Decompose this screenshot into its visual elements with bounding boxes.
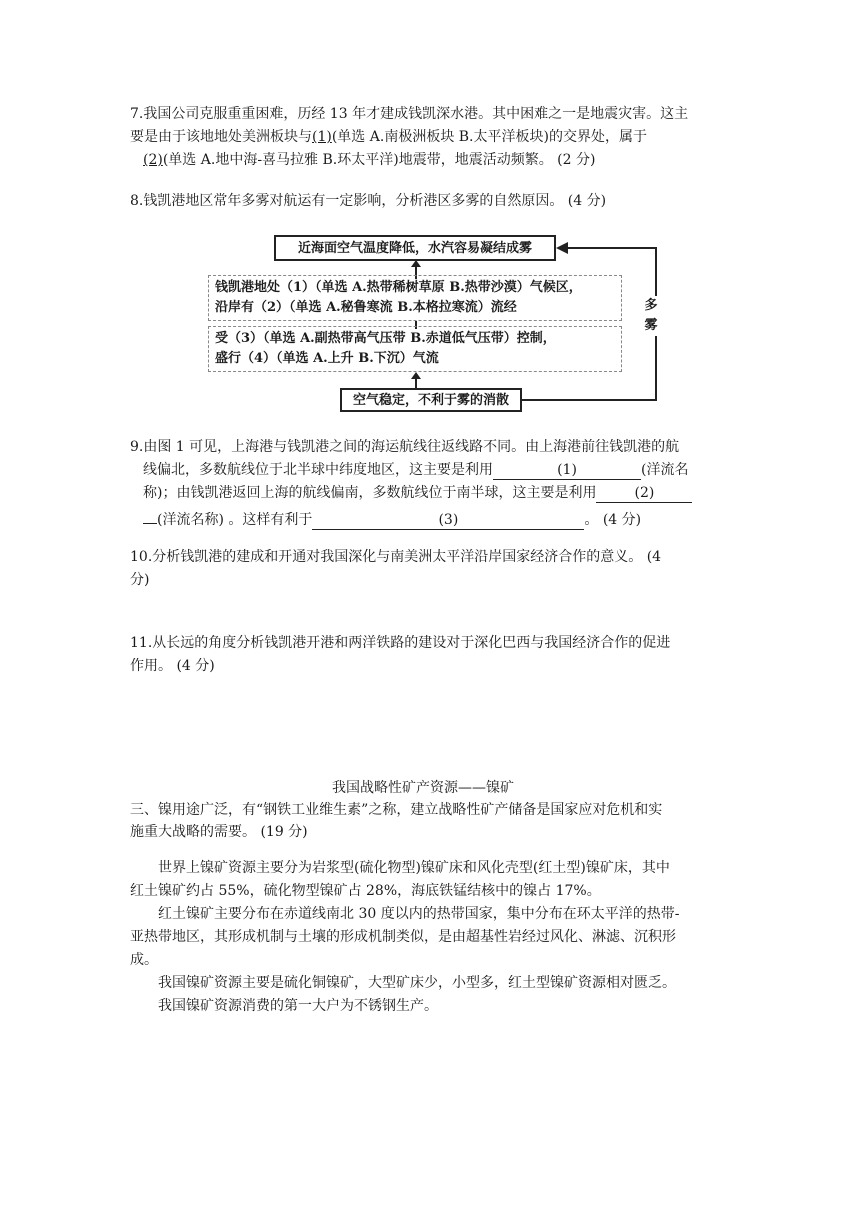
q9-line-2 [143, 459, 688, 481]
section-intro-1: 三、镍用途广泛，有“钢铁工业维生素”之称，建立战略性矿产储备是国家应对危机和实 [130, 802, 663, 818]
q10-line-2: 分) [130, 572, 150, 588]
q11-line-2: 作用。 (4 分) [130, 658, 215, 674]
diagram-box2-line2: 盛行（4）（单选 A.上升 B.下沉）气流 [215, 351, 439, 366]
q9-blank-3[interactable]: (3) [312, 511, 584, 530]
section-intro-2: 施重大战略的需要。 (19 分) [130, 824, 308, 840]
q9-line-4 [143, 505, 641, 531]
diagram-top-box: 近海面空气温度降低，水汽容易凝结成雾 [274, 235, 556, 261]
q9-line-3 [143, 482, 692, 504]
q11-line-1: 11.从长远的角度分析钱凯港开港和两洋铁路的建设对于深化巴西与我国经济合作的促进 [130, 635, 671, 651]
q9-text-d: (洋流名称) 。这样有利于 [157, 512, 313, 528]
q7-blank-2: (2) [143, 152, 163, 168]
q9-blank-1[interactable]: (1) [493, 461, 641, 480]
para3: 我国镍矿资源主要是硫化铜镍矿，大型矿床少，小型多，红土型镍矿资源相对匮乏。 [158, 975, 676, 991]
q7-line-1: 7.我国公司克服重重困难，历经 13 年才建成钱凯深水港。其中困难之一是地震灾害。这主 [130, 106, 689, 122]
para4: 我国镍矿资源消费的第一大户为不锈钢生产。 [158, 998, 438, 1014]
para1-line2: 红土镍矿约占 55%，硫化物型镍矿占 28%，海底铁锰结核中的镍占 17%。 [130, 883, 601, 899]
section-title: 我国战略性矿产资源——镍矿 [332, 780, 514, 796]
para1-line1: 世界上镍矿资源主要分为岩浆型(硫化物型)镍矿床和风化壳型(红土型)镍矿床，其中 [158, 860, 670, 876]
diagram-box2-line1: 受（3）（单选 A.副热带高气压带 B.赤道低气压带）控制， [215, 331, 556, 346]
q9-text-c: 称)；由钱凯港返回上海的航线偏南，多数航线位于南半球，这主要是利用 [143, 485, 597, 501]
diagram-box1-line1: 钱凯港地处（1）（单选 A.热带稀树草原 B.热带沙漠）气候区， [215, 280, 582, 295]
q9-blank-2[interactable]: (2) [596, 484, 692, 503]
q7-text-c: (单选 A.地中海-喜马拉雅 B.环太平洋)地震带，地震活动频繁。 (2 分) [162, 152, 596, 168]
diagram-side-label [642, 296, 660, 336]
para2-line1: 红土镍矿主要分布在赤道线南北 30 度以内的热带国家，集中分布在环太平洋的热带- [158, 906, 680, 922]
q10-line-1: 10.分析钱凯港的建成和开通对我国深化与南美洲太平洋沿岸国家经济合作的意义。 (4 [130, 549, 662, 565]
diagram-box1-line2: 沿岸有（2）（单选 A.秘鲁寒流 B.本格拉寒流）流经 [215, 300, 517, 315]
para2-line2: 亚热带地区，其形成机制与土壤的形成机制类似，是由超基性岩经过风化、淋滤、沉积形 [130, 929, 676, 945]
q7-blank-1: (1) [312, 129, 332, 145]
q8-text: 8.钱凯港地区常年多雾对航运有一定影响，分析港区多雾的自然原因。 (4 分) [130, 193, 607, 209]
q9-text-e: 。 (4 分) [584, 512, 642, 528]
diagram-bottom-box: 空气稳定，不利于雾的消散 [340, 388, 522, 412]
para2-line3: 成。 [130, 952, 158, 968]
arrow-up-3-icon [408, 371, 424, 389]
q9-text-b: (洋流名 [641, 462, 689, 478]
q7-text-a: 要是由于该地地处美洲板块与 [130, 129, 312, 145]
side-label-2: 雾 [644, 318, 658, 333]
side-label-1: 多 [644, 298, 658, 313]
loop-arrow-icon [520, 236, 660, 406]
q9-blank-2-cont [143, 505, 157, 524]
q9-text-a: 线偏北，多数航线位于北半球中纬度地区，这主要是利用 [143, 462, 493, 478]
q7-text-b: (单选 A.南极洲板块 B.太平洋板块)的交界处，属于 [331, 129, 647, 145]
q7-line-3 [143, 149, 595, 171]
q9-line-1: 9.由图 1 可见，上海港与钱凯港之间的海运航线往返线路不同。由上海港前往钱凯港的航 [130, 439, 680, 455]
q7-line-2 [130, 126, 647, 148]
